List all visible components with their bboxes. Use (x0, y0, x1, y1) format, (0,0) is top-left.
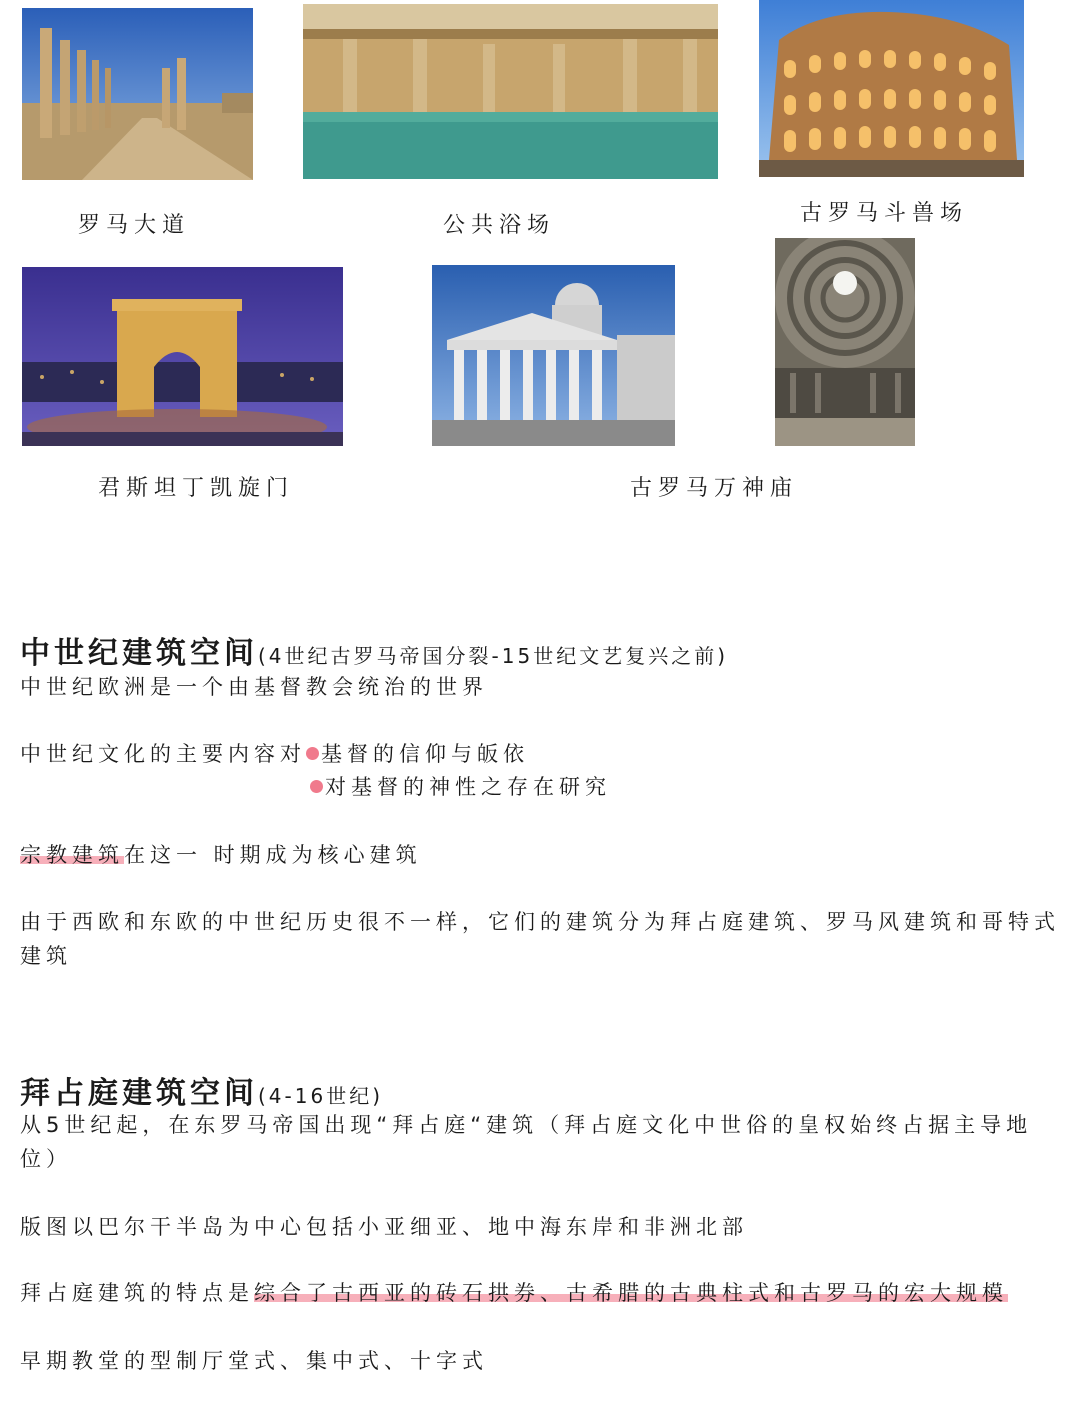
byzantine-title-note: (4-16世纪) (258, 1084, 383, 1108)
medieval-title-note: (4世纪古罗马帝国分裂-15世纪文艺复兴之前) (258, 644, 728, 668)
caption-colosseum: 古罗马斗兽场 (800, 201, 969, 226)
colosseum-photo (759, 0, 1024, 177)
medieval-culture (20, 737, 529, 771)
medieval-bullet1: 基督的信仰与皈依 (321, 742, 529, 766)
byzantine-feature-highlight: 综合了古西亚的砖石拱券、古希腊的古典柱式和古罗马的宏大规模 (254, 1281, 1008, 1305)
byzantine-line4: 早期教堂的型制厅堂式、集中式、十字式 (20, 1349, 488, 1373)
medieval-culture-prefix: 中世纪文化的主要内容对 (20, 742, 306, 766)
byzantine-heading (20, 1068, 383, 1112)
byzantine-line2: 版图以巴尔干半岛为中心包括小亚细亚、地中海东岸和非洲北部 (20, 1215, 748, 1239)
arch-photo (22, 267, 343, 446)
medieval-heading (20, 628, 728, 672)
medieval-title: 中世纪建筑空间 (20, 636, 258, 671)
caption-arch: 君斯坦丁凯旋门 (98, 476, 295, 501)
medieval-history: 由于西欧和东欧的中世纪历史很不一样，它们的建筑分为拜占庭建筑、罗马风建筑和哥特式建筑 (20, 910, 1060, 968)
medieval-bullet2-line (310, 770, 611, 804)
medieval-bullet2: 对基督的神性之存在研究 (325, 775, 611, 799)
byzantine-feature-prefix: 拜占庭建筑的特点是 (20, 1281, 254, 1305)
religious-rest: 在这一 时期成为核心建筑 (124, 843, 422, 867)
medieval-religious (20, 838, 422, 872)
pantheon-interior-photo (775, 238, 915, 446)
byzantine-features (20, 1276, 1008, 1310)
religious-highlight: 宗教建筑 (20, 843, 124, 867)
pantheon-exterior-photo (432, 265, 675, 446)
caption-roman-road: 罗马大道 (78, 213, 191, 238)
bullet-dot-icon (310, 780, 323, 793)
byzantine-line1: 从5世纪起，在东罗马帝国出现“拜占庭“建筑（拜占庭文化中世俗的皇权始终占据主导地位） (20, 1113, 1033, 1171)
roman-road-photo (22, 8, 253, 180)
caption-public-bath: 公共浴场 (443, 213, 556, 238)
bullet-dot-icon (306, 747, 319, 760)
medieval-line1: 中世纪欧洲是一个由基督教会统治的世界 (20, 675, 488, 699)
public-bath-photo (303, 4, 718, 179)
byzantine-title: 拜占庭建筑空间 (20, 1076, 258, 1111)
caption-pantheon: 古罗马万神庙 (630, 476, 799, 501)
